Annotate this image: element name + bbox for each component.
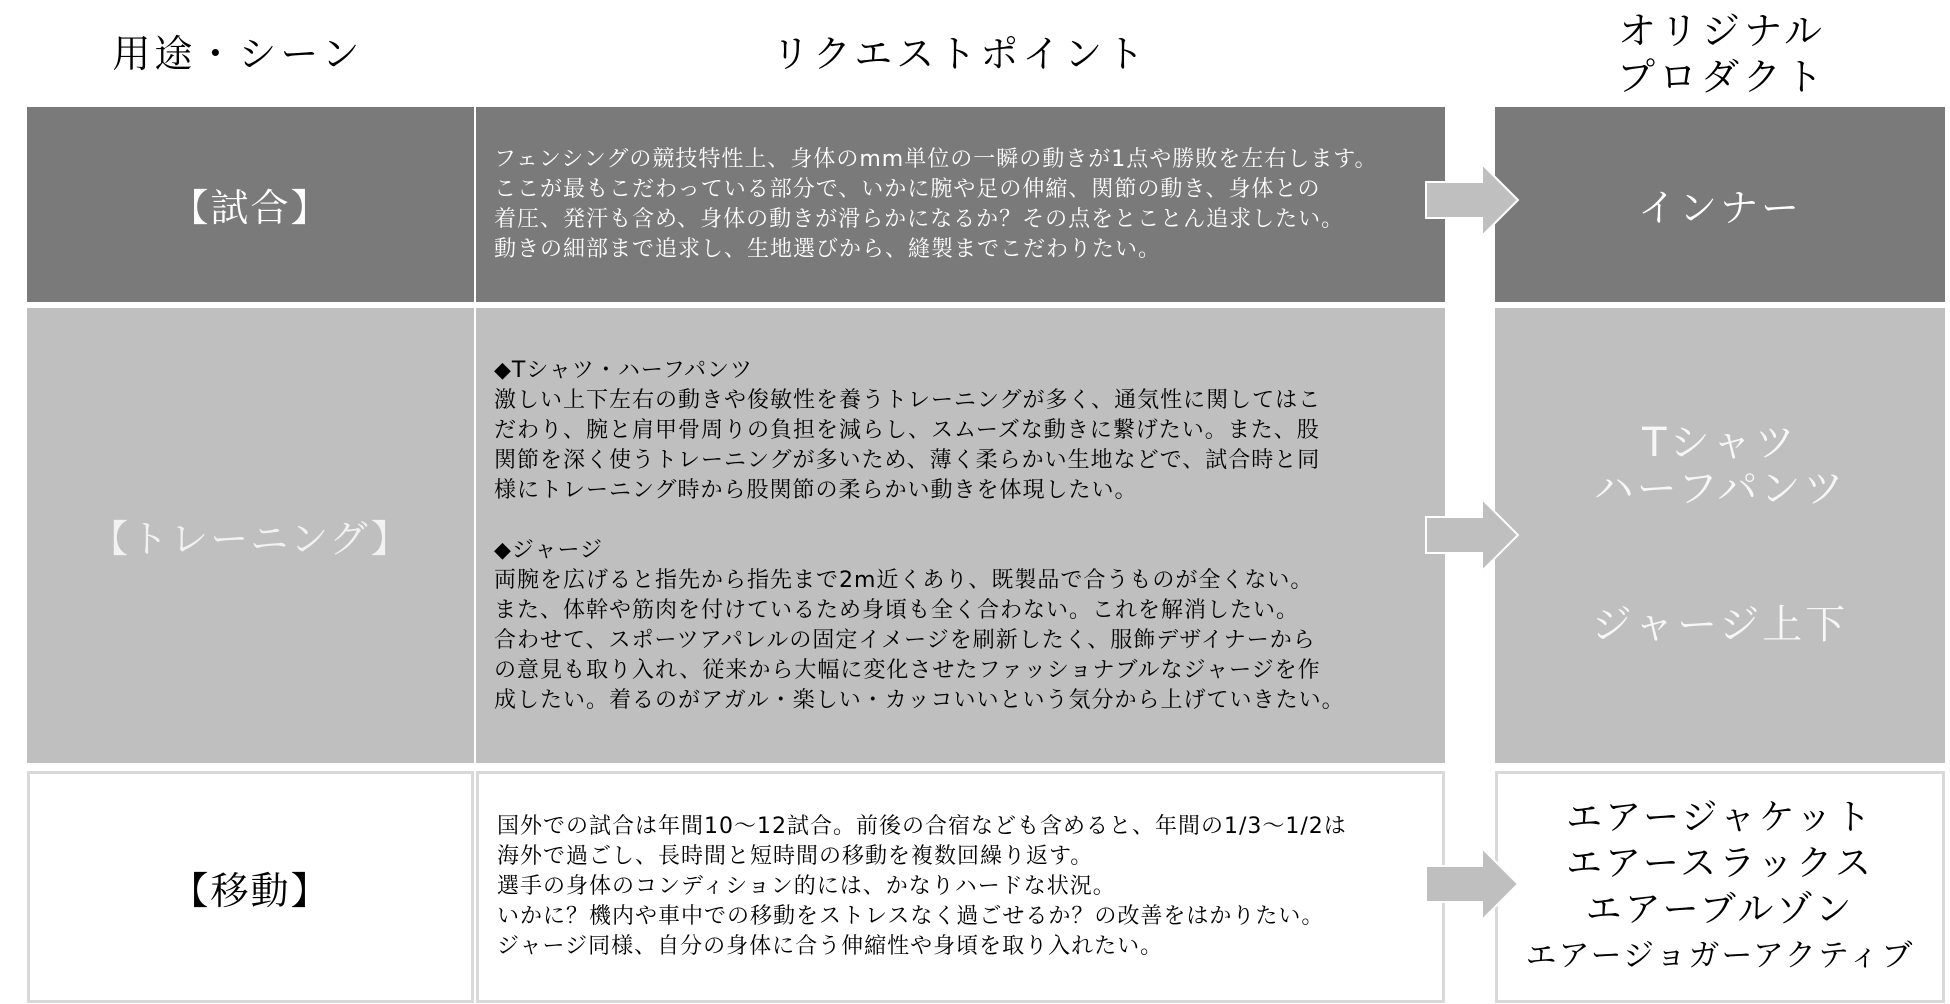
request-line: 海外で過ごし、長時間と短時間の移動を複数回繰り返す。	[497, 844, 1094, 869]
product-item: インナー	[1637, 186, 1802, 230]
product-cell-travel	[1495, 771, 1945, 1003]
product-item: エアーブルゾン	[1585, 889, 1855, 930]
request-line: ジャージ同様、自分の身体に合う伸縮性や身頃を取り入れたい。	[497, 934, 1164, 959]
header-request-points: リクエストポイント	[771, 32, 1149, 77]
request-line: 国外での試合は年間10～12試合。前後の合宿なども含めると、年間の1/3～1/2は	[497, 814, 1347, 839]
product-item: エアージャケット	[1566, 797, 1874, 838]
request-cell-training	[476, 308, 1445, 763]
arrow-right-icon	[1424, 846, 1520, 922]
request-line: ここが最もこだわっている部分で、いかに腕や足の伸縮、関節の動き、身体との	[494, 176, 1321, 202]
request-cell-travel	[476, 771, 1445, 1003]
request-line: また、体幹や筋肉を付けているため身頃も全く合わない。これを解消したい。	[494, 597, 1300, 623]
header-scene: 用途・シーン	[112, 32, 364, 77]
request-line: 関節を深く使うトレーニングが多いため、薄く柔らかい生地などで、試合時と同	[494, 447, 1321, 473]
request-line: 激しい上下左右の動きや俊敏性を養うトレーニングが多く、通気性に関してはこ	[494, 387, 1322, 413]
product-cell-match	[1495, 107, 1945, 302]
request-line: 両腕を広げると指先から指先まで2m近くあり、既製品で合うものが全くない。	[494, 567, 1314, 593]
request-line: 着圧、発汗も含め、身体の動きが滑らかになるか？その点をとことん追求したい。	[494, 206, 1345, 232]
request-cell-match	[476, 107, 1445, 302]
product-cell-training	[1495, 308, 1945, 763]
paragraph-gap	[494, 506, 1345, 536]
request-line: ◆ジャージ	[494, 537, 604, 563]
product-item: Tシャツ	[1642, 420, 1798, 466]
scene-label-match: 【試合】	[170, 186, 331, 230]
request-line: 合わせて、スポーツアパレルの固定イメージを刷新したく、服飾デザイナーから	[494, 627, 1316, 653]
header-product-line1: オリジナル	[1617, 9, 1827, 54]
product-item: ジャージ上下	[1591, 602, 1849, 648]
request-line: 動きの細部まで追求し、生地選びから、縫製までこだわりたい。	[494, 236, 1162, 262]
scene-cell-match	[27, 107, 474, 302]
header-product-line2: プロダクト	[1616, 55, 1827, 99]
request-line: いかに？機内や車中での移動をストレスなく過ごせるか？の改善をはかりたい。	[497, 904, 1325, 929]
request-line: ◆Tシャツ・ハーフパンツ	[494, 357, 754, 383]
scene-cell-training	[27, 308, 474, 763]
product-item: エアースラックス	[1565, 843, 1875, 884]
request-line: 成したい。着るのがアガル・楽しい・カッコいいという気分から上げていきたい。	[494, 687, 1345, 713]
request-line: の意見も取り入れ、従来から大幅に変化させたファッショナブルなジャージを作	[494, 657, 1321, 683]
request-line: だわり、腕と肩甲骨周りの負担を減らし、スムーズな動きに繋げたい。また、股	[494, 417, 1320, 443]
scene-label-training: 【トレーニング】	[90, 517, 411, 561]
arrow-right-icon	[1424, 162, 1520, 238]
header-original-product	[1494, 0, 1950, 110]
request-line: 選手の身体のコンディション的には、かなりハードな状況。	[497, 874, 1116, 899]
request-line: フェンシングの競技特性上、身体のmm単位の一瞬の動きが1点や勝敗を左右します。	[494, 146, 1378, 172]
product-item: ハーフパンツ	[1593, 466, 1847, 512]
product-item: エアージョガーアクティブ	[1525, 938, 1915, 974]
arrow-right-icon	[1424, 497, 1520, 573]
request-line: 様にトレーニング時から股関節の柔らかい動きを体現したい。	[494, 477, 1138, 503]
scene-label-travel: 【移動】	[170, 868, 331, 913]
scene-cell-travel	[27, 771, 474, 1003]
